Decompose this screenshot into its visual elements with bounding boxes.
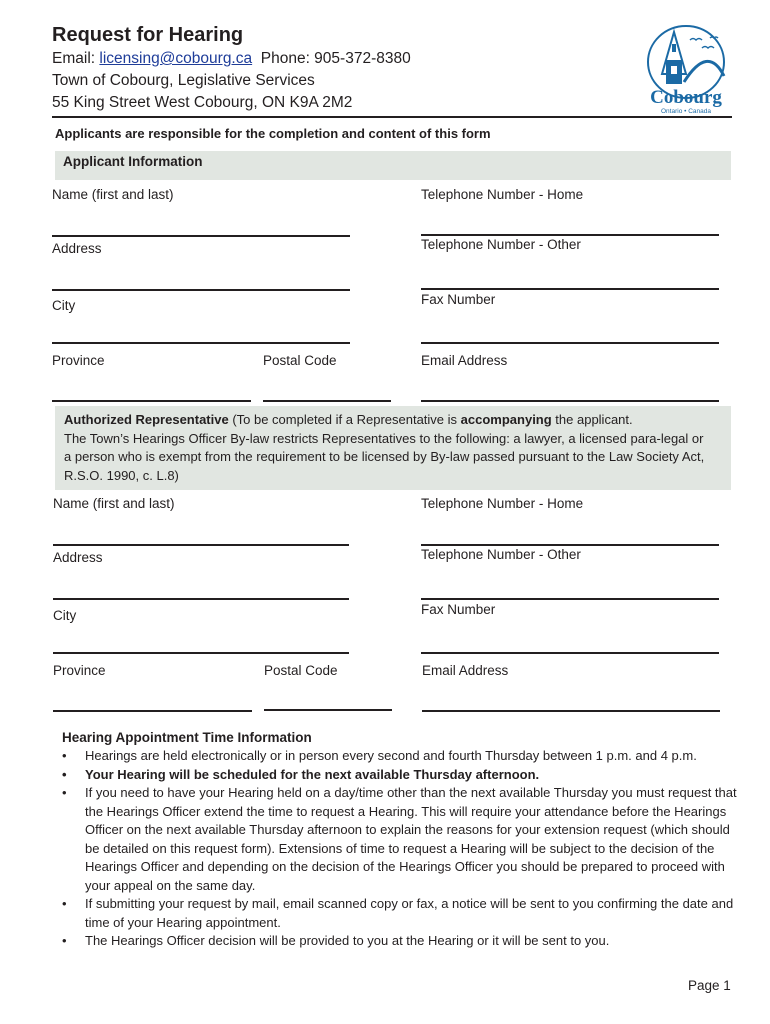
rep-name-label: Name (first and last) xyxy=(53,496,175,511)
applicant-name-label: Name (first and last) xyxy=(52,187,174,202)
rep-postal-label: Postal Code xyxy=(264,663,338,678)
rep-fax-field[interactable] xyxy=(421,652,719,654)
bullet: • xyxy=(62,748,67,763)
hearing-info-item xyxy=(62,784,742,895)
representative-restrictions: The Town’s Hearings Officer By-law restricts Representatives to the following: a lawyer, a licensed para-legal or a person who is exempt from the requirement to be licensed by By-law passed pursuant to the Law Society Act, R.S.O. 1990, c. L.8) xyxy=(64,430,705,483)
hearing-info-text: If submitting your request by mail, email scanned copy or fax, a notice will be sent to you confirming the date and time of your Hearing appointment. xyxy=(85,896,734,930)
contact-line xyxy=(52,50,411,68)
applicant-tel-other-label: Telephone Number - Other xyxy=(421,237,581,252)
phone-text: Phone: 905-372-8380 xyxy=(260,50,411,67)
applicant-postal-field[interactable] xyxy=(263,400,391,402)
rep-province-label: Province xyxy=(53,663,106,678)
responsibility-note: Applicants are responsible for the completion and content of this form xyxy=(55,126,491,141)
applicant-city-label: City xyxy=(52,298,76,313)
representative-intro-b: the applicant. xyxy=(551,412,633,427)
representative-intro xyxy=(64,411,714,485)
hearing-info-item xyxy=(62,895,742,932)
rep-name-field[interactable] xyxy=(53,544,349,546)
rep-tel-other-label: Telephone Number - Other xyxy=(421,547,581,562)
hearing-info-text: The Hearings Officer decision will be provided to you at the Hearing or it will be sent to you. xyxy=(85,933,610,948)
cobourg-logo-icon xyxy=(638,24,734,116)
representative-section-header xyxy=(55,406,731,490)
applicant-tel-home-field[interactable] xyxy=(421,234,719,236)
applicant-address-label: Address xyxy=(52,241,102,256)
applicant-address-field[interactable] xyxy=(52,289,350,291)
bullet: • xyxy=(62,785,67,800)
logo-tagline: Ontario • Canada xyxy=(661,108,711,115)
cobourg-logo xyxy=(638,24,734,116)
rep-email-label: Email Address xyxy=(422,663,509,678)
rep-address-field[interactable] xyxy=(53,598,349,600)
rep-address-label: Address xyxy=(53,550,103,565)
bullet: • xyxy=(62,933,67,948)
bullet: • xyxy=(62,766,67,782)
rep-city-field[interactable] xyxy=(53,652,349,654)
page-title: Request for Hearing xyxy=(52,24,244,46)
applicant-province-label: Province xyxy=(52,353,105,368)
hearing-info-list xyxy=(62,747,742,951)
rep-email-field[interactable] xyxy=(422,710,720,712)
applicant-email-label: Email Address xyxy=(421,353,508,368)
representative-heading: Authorized Representative xyxy=(64,412,229,427)
applicant-province-field[interactable] xyxy=(52,400,251,402)
representative-intro-a: (To be completed if a Representative is xyxy=(228,412,461,427)
rep-city-label: City xyxy=(53,608,77,623)
rep-tel-home-field[interactable] xyxy=(421,544,719,546)
applicant-tel-home-label: Telephone Number - Home xyxy=(421,187,584,202)
rep-postal-field[interactable] xyxy=(264,709,392,711)
hearing-info-text: If you need to have your Hearing held on a day/time other than the next available Thursday you must request that the Hearings Officer extend the time to request a Hearing. This will require your attendance before the Hearings Officer on the next available Thursday afternoon to explain the reasons for your extension request (which should be detailed on this request form). Extensions of time to request a Hearing will be subject to the decision of the Hearings Officer and depending on the decision of the Hearings Officer you should be prepared to proceed with your appeal on the same day. xyxy=(85,785,737,893)
hearing-info-item xyxy=(62,766,742,785)
logo-wordmark: Cobourg xyxy=(650,87,722,108)
applicant-email-field[interactable] xyxy=(421,400,719,402)
org-name: Town of Cobourg, Legislative Services xyxy=(52,72,315,89)
rep-province-field[interactable] xyxy=(53,710,252,712)
applicant-heading: Applicant Information xyxy=(63,154,203,169)
applicant-fax-label: Fax Number xyxy=(421,292,496,307)
applicant-fax-field[interactable] xyxy=(421,342,719,344)
representative-intro-bold: accompanying xyxy=(460,412,552,427)
email-label: Email: xyxy=(52,50,100,67)
rep-tel-home-label: Telephone Number - Home xyxy=(421,496,584,511)
applicant-name-field[interactable] xyxy=(52,235,350,237)
hearing-info-text: Your Hearing will be scheduled for the next available Thursday afternoon. xyxy=(85,766,540,782)
applicant-tel-other-field[interactable] xyxy=(421,288,719,290)
hearing-info-text: Hearings are held electronically or in person every second and fourth Thursday between 1 p.m. and 4 p.m. xyxy=(85,748,697,763)
hearing-info-heading: Hearing Appointment Time Information xyxy=(62,730,312,745)
applicant-section-header xyxy=(55,151,731,180)
hearing-info-item xyxy=(62,932,742,951)
applicant-postal-label: Postal Code xyxy=(263,353,337,368)
page-number: Page 1 xyxy=(688,978,731,993)
org-address: 55 King Street West Cobourg, ON K9A 2M2 xyxy=(52,94,353,111)
bullet: • xyxy=(62,896,67,911)
email-link[interactable]: licensing@cobourg.ca xyxy=(99,50,253,67)
applicant-city-field[interactable] xyxy=(52,342,350,344)
hearing-info-item xyxy=(62,747,742,766)
header-rule xyxy=(52,116,732,118)
rep-tel-other-field[interactable] xyxy=(421,598,719,600)
rep-fax-label: Fax Number xyxy=(421,602,496,617)
